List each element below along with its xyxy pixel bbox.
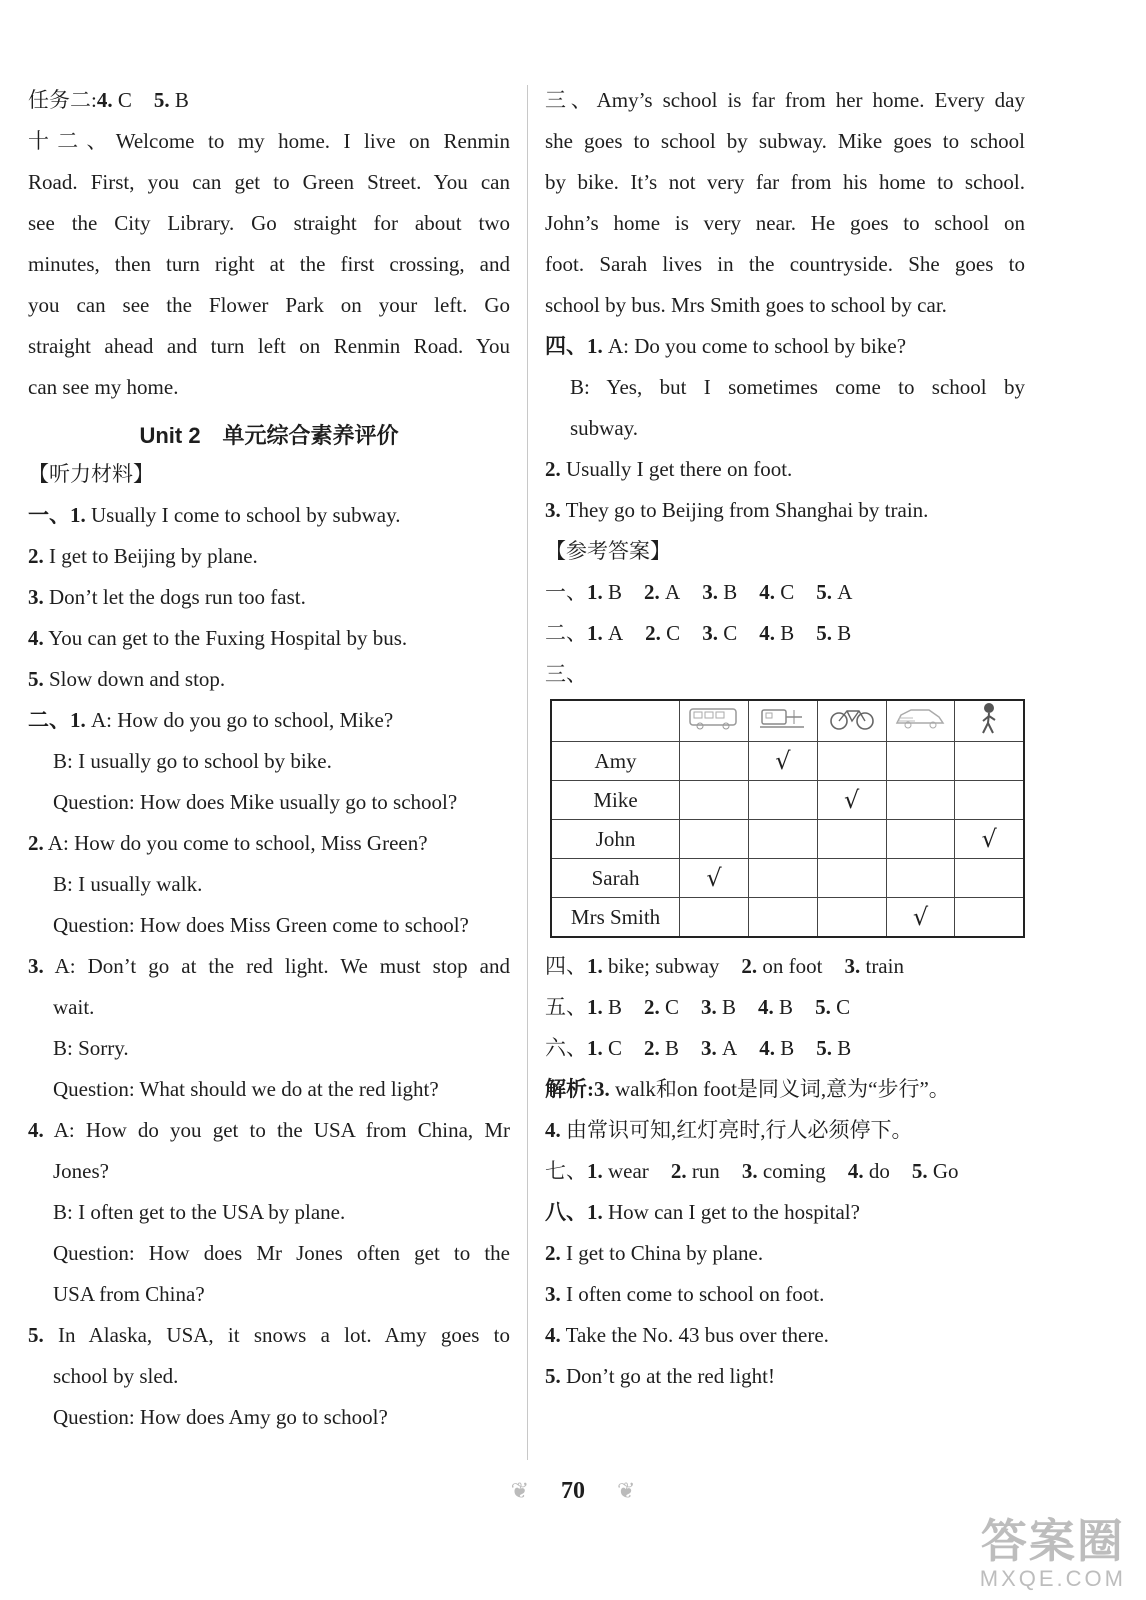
page-number: 70 <box>561 1478 585 1504</box>
check-mark <box>680 781 749 820</box>
row-name: Sarah <box>551 859 680 898</box>
check-mark <box>955 742 1024 781</box>
row-name: Mike <box>551 781 680 820</box>
answer-row-5: 五、1. B 2. C 3. B 4. B 5. C <box>545 995 851 1019</box>
list-item: B: I usually walk. <box>53 872 203 896</box>
watermark-logo: 答案圈 <box>980 1514 1125 1568</box>
list-item: 二、1. A: How do you go to school, Mike? <box>28 708 394 732</box>
answer-row-4: 四、1. bike; subway 2. on foot 3. train <box>545 954 904 978</box>
bike-icon <box>817 700 886 742</box>
analysis-line: 4. 由常识可知,红灯亮时,行人必须停下。 <box>545 1118 913 1142</box>
list-item: 2. A: How do you come to school, Miss Green? <box>28 831 428 855</box>
list-item: B: I usually go to school by bike. <box>53 749 332 773</box>
passage-line: see the City Library. Go straight for about two <box>28 211 510 235</box>
list-item: wait. <box>53 995 95 1019</box>
answers-label: 【参考答案】 <box>545 539 671 563</box>
check-mark <box>886 859 955 898</box>
transport-table <box>550 699 1025 938</box>
list-item: 2. I get to China by plane. <box>545 1241 764 1265</box>
check-mark <box>748 898 817 938</box>
page-footer <box>0 1478 1146 1505</box>
answer-row-6: 六、1. C 2. B 3. A 4. B 5. B <box>545 1036 852 1060</box>
analysis-line: 解析:3. walk和on foot是同义词,意为“步行”。 <box>545 1077 950 1101</box>
check-mark <box>886 820 955 859</box>
passage-line: 十二、Welcome to my home. I live on Renmin <box>28 129 510 153</box>
column-divider <box>527 85 528 1460</box>
list-item: B: I often get to the USA by plane. <box>53 1200 346 1224</box>
check-mark: √ <box>680 859 749 898</box>
check-mark <box>955 781 1024 820</box>
check-mark <box>886 742 955 781</box>
passage-line: can see my home. <box>28 375 179 399</box>
left-column <box>28 80 510 1438</box>
list-item: 3. Don’t let the dogs run too fast. <box>28 585 306 609</box>
list-item: 4. You can get to the Fuxing Hospital by bus. <box>28 626 408 650</box>
task-two-answers: 任务二:4. C 5. B <box>28 88 189 112</box>
list-item: school by sled. <box>53 1364 179 1388</box>
table-row <box>551 781 1024 820</box>
list-item: 4. A: How do you get to the USA from China, Mr <box>28 1118 510 1142</box>
passage-line: school by bus. Mrs Smith goes to school by car. <box>545 293 947 317</box>
watermark <box>980 1516 1126 1592</box>
listening-label: 【听力材料】 <box>28 462 154 486</box>
check-mark <box>680 820 749 859</box>
list-item: 3. I often come to school on foot. <box>545 1282 825 1306</box>
check-mark: √ <box>955 820 1024 859</box>
walk-icon <box>955 700 1024 742</box>
list-item: USA from China? <box>53 1282 205 1306</box>
passage-line: she goes to school by subway. Mike goes to school <box>545 129 1025 153</box>
passage-line: you can see the Flower Park on your left. Go <box>28 293 510 317</box>
list-item: Question: How does Mr Jones often get to the <box>53 1241 510 1265</box>
passage-line: John’s home is very near. He goes to school on <box>545 211 1025 235</box>
answer-row-7: 七、1. wear 2. run 3. coming 4. do 5. Go <box>545 1159 959 1183</box>
check-mark <box>817 820 886 859</box>
list-item: 2. Usually I get there on foot. <box>545 457 793 481</box>
row-name: John <box>551 820 680 859</box>
list-item: 4. Take the No. 43 bus over there. <box>545 1323 829 1347</box>
right-column <box>545 80 1025 1397</box>
check-mark: √ <box>886 898 955 938</box>
passage-line: 三、Amy’s school is far from her home. Every day <box>545 88 1025 112</box>
list-item: B: Yes, but I sometimes come to school by <box>570 375 1025 399</box>
passage-line: minutes, then turn right at the first crossing, and <box>28 252 510 276</box>
table-row <box>551 820 1024 859</box>
row-name: Mrs Smith <box>551 898 680 938</box>
table-row <box>551 859 1024 898</box>
list-item: Question: What should we do at the red light? <box>53 1077 439 1101</box>
table-row <box>551 742 1024 781</box>
answer-row-2: 二、1. A 2. C 3. C 4. B 5. B <box>545 621 852 645</box>
unit-heading: Unit 2 单元综合素养评价 <box>139 423 399 448</box>
list-item: Jones? <box>53 1159 109 1183</box>
check-mark <box>680 898 749 938</box>
answer-row-1: 一、1. B 2. A 3. B 4. C 5. A <box>545 580 853 604</box>
list-item: B: Sorry. <box>53 1036 129 1060</box>
watermark-url: MXQE.COM <box>979 1566 1126 1591</box>
list-item: 一、1. Usually I come to school by subway. <box>28 503 401 527</box>
check-mark <box>817 859 886 898</box>
passage-line: foot. Sarah lives in the countryside. She goes to <box>545 252 1025 276</box>
passage-line: Road. First, you can get to Green Street. You can <box>28 170 510 194</box>
check-mark: √ <box>748 742 817 781</box>
check-mark <box>955 898 1024 938</box>
check-mark <box>680 742 749 781</box>
passage-line: by bike. It’s not very far from his home to school. <box>545 170 1025 194</box>
list-item: 八、1. How can I get to the hospital? <box>545 1200 860 1224</box>
passage-line: straight ahead and turn left on Renmin Road. You <box>28 334 510 358</box>
list-item: 四、1. A: Do you come to school by bike? <box>545 334 907 358</box>
list-item: 2. I get to Beijing by plane. <box>28 544 258 568</box>
check-mark <box>748 859 817 898</box>
check-mark <box>748 820 817 859</box>
list-item: subway. <box>570 416 639 440</box>
subway-icon <box>748 700 817 742</box>
check-mark <box>817 742 886 781</box>
list-item: 5. In Alaska, USA, it snows a lot. Amy goes to <box>28 1323 510 1347</box>
table-header-row <box>551 700 1024 742</box>
leaf-ornament-icon: ❦ <box>510 1478 529 1503</box>
check-mark <box>817 898 886 938</box>
check-mark <box>748 781 817 820</box>
list-item: 5. Slow down and stop. <box>28 667 226 691</box>
car-icon <box>886 700 955 742</box>
list-item: Question: How does Mike usually go to school? <box>53 790 458 814</box>
list-item: 3. They go to Beijing from Shanghai by train. <box>545 498 929 522</box>
table-corner <box>551 700 680 742</box>
leaf-ornament-icon: ❦ <box>617 1478 636 1503</box>
bus-icon <box>680 700 749 742</box>
check-mark: √ <box>817 781 886 820</box>
list-item: 3. A: Don’t go at the red light. We must stop and <box>28 954 510 978</box>
list-item: 5. Don’t go at the red light! <box>545 1364 775 1388</box>
answer-row-3-label: 三、 <box>545 662 587 686</box>
row-name: Amy <box>551 742 680 781</box>
check-mark <box>955 859 1024 898</box>
table-row <box>551 898 1024 938</box>
list-item: Question: How does Amy go to school? <box>53 1405 388 1429</box>
check-mark <box>886 781 955 820</box>
list-item: Question: How does Miss Green come to school? <box>53 913 469 937</box>
